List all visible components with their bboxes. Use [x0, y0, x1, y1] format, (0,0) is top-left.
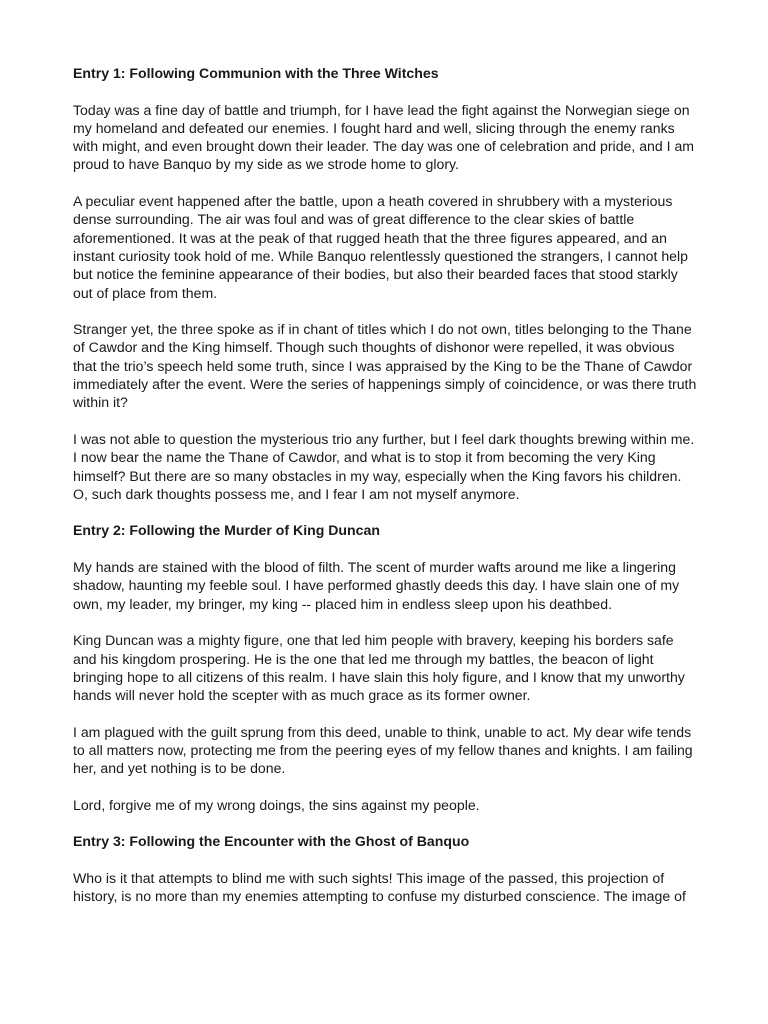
entry-paragraph: Today was a fine day of battle and triumph, for I have lead the fight against the Norwegian siege on my homeland and defeated our enemies. I fought hard and well, slicing through the enemy ranks with might, and even brought down their leader. The day was one of celebration and pride, and I am proud to have Banquo by my side as we strode home to glory.: [73, 101, 695, 173]
entry-heading: Entry 1: Following Communion with the Three Witches: [73, 65, 439, 81]
entry-heading: Entry 3: Following the Encounter with the Ghost of Banquo: [73, 833, 470, 850]
journal-entry-1: [73, 64, 698, 503]
journal-entry-3: [73, 832, 698, 905]
entry-paragraph: A peculiar event happened after the battle, upon a heath covered in shrubbery with a mysterious dense surrounding. The air was foul and was of great difference to the clear skies of battle aforementioned. It was at the peak of that rugged heath that the three figures appeared, and an instant curiosity took hold of me. While Banquo relentlessly questioned the strangers, I cannot help but notice the feminine appearance of their bodies, but also their bearded faces that stood starkly out of place from them.: [73, 193, 688, 301]
entry-paragraph: Lord, forgive me of my wrong doings, the sins against my people.: [73, 796, 480, 813]
entry-paragraph: Who is it that attempts to blind me with such sights! This image of the passed, this projection of history, is no more than my enemies attempting to confuse my disturbed conscience. The image of: [73, 870, 686, 905]
entry-heading: Entry 2: Following the Murder of King Duncan: [73, 522, 380, 539]
document-page: [73, 64, 698, 924]
entry-paragraph: I am plagued with the guilt sprung from this deed, unable to think, unable to act. My dear wife tends to all matters now, protecting me from the peering eyes of my fellow thanes and knights. I am failing her, and yet nothing is to be done.: [73, 723, 693, 777]
journal-entry-2: [73, 521, 698, 814]
entry-paragraph: King Duncan was a mighty figure, one that led him people with bravery, keeping his borders safe and his kingdom prospering. He is the one that led me through my battles, the beacon of light bringing hope to all citizens of this realm. I have slain this holy figure, and I know that my unworthy hands will never hold the scepter with as much grace as its former owner.: [73, 632, 685, 704]
entry-paragraph: Stranger yet, the three spoke as if in chant of titles which I do not own, titles belonging to the Thane of Cawdor and the King himself. Though such thoughts of dishonor were repelled, it was obvious that the trio’s speech held some truth, since I was appraised by the King to be the Thane of Cawdor immediately after the event. Were the series of happenings simply of coincidence, or was there truth within it?: [73, 321, 697, 411]
entry-paragraph: My hands are stained with the blood of filth. The scent of murder wafts around me like a lingering shadow, haunting my feeble soul. I have performed ghastly deeds this day. I have slain one of my own, my leader, my bringer, my king -- placed him in endless sleep upon his deathbed.: [73, 559, 680, 612]
entry-paragraph: I was not able to question the mysterious trio any further, but I feel dark thoughts brewing within me. I now bear the name the Thane of Cawdor, and what is to stop it from becoming the very King himself? But there are so many obstacles in my way, especially when the King favors his children. O, such dark thoughts possess me, and I fear I am not myself anymore.: [73, 430, 695, 502]
